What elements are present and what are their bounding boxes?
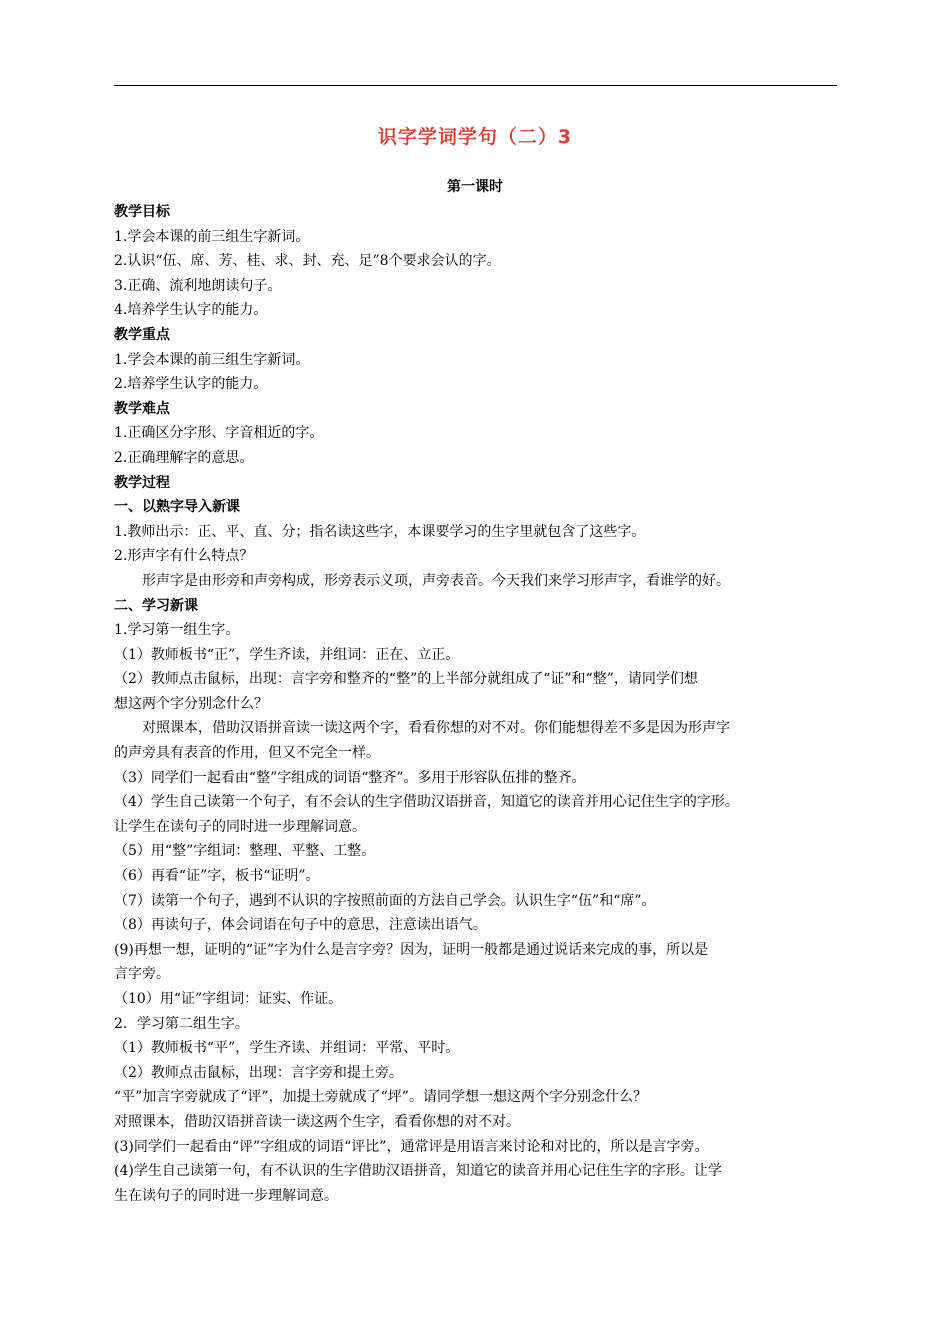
body-line: 对照课本，借助汉语拼音读一读这两个生字，看看你想的对不对。 [114,1113,520,1130]
header-rule [114,85,837,86]
body-line: 生在读句子的同时进一步理解词意。 [114,1187,338,1204]
body-line: （3）同学们一起看由“整”字组成的词语“整齐”。多用于形容队伍排的整齐。 [114,769,586,786]
body-line: 4.培养学生认字的能力。 [114,302,268,319]
document-title: 识字学词学句（二）3 [377,126,573,148]
section-heading: 教学过程 [114,474,170,491]
body-line: （5）用“整”字组词：整理、平整、工整。 [114,843,376,860]
section-heading: 教学难点 [114,400,170,417]
body-line: 1.正确区分字形、字音相近的字。 [114,425,324,442]
body-line: 1.教师出示：正、平、直、分；指名读这些字，本课要学习的生字里就包含了这些字。 [114,523,646,540]
body-line: 3.正确、流利地朗读句子。 [114,277,282,294]
body-line: （1）教师板书“平”，学生齐读、并组词：平常、平时。 [114,1040,460,1057]
body-line: 言字旁。 [114,966,170,983]
body-line: 让学生在读句子的同时进一步理解词意。 [114,818,366,835]
lesson-period-heading: 第一课时 [447,179,503,195]
body-line: 想这两个字分别念什么？ [114,695,268,712]
body-line: 的声旁具有表音的作用，但又不完全一样。 [114,745,380,762]
body-line: 2.认识“伍、席、芳、桂、求、封、充、足”8个要求会认的字。 [114,253,501,270]
body-line: 2.培养学生认字的能力。 [114,376,268,393]
body-line: 1.学会本课的前三组生字新词。 [114,228,310,245]
body-line: （10）用“证”字组词：证实、作证。 [114,991,343,1007]
body-line: (9)再想一想，证明的“证”字为什么是言字旁？因为，证明一般都是通过说话来完成的事，所以是 [114,941,709,958]
body-line: “平”加言字旁就成了“评”，加提土旁就成了“坪”。请同学想一想这两个字分别念什么？ [114,1089,647,1106]
body-line: (3)同学们一起看由“评”字组成的词语“评比”，通常评是用语言来讨论和对比的，所以是言字旁。 [114,1138,709,1155]
body-line: (4)学生自己读第一句，有不认识的生字借助汉语拼音，知道它的读音并用心记住生字的字形。让学 [114,1163,722,1180]
body-line: （1）教师板书“正”，学生齐读，并组词：正在、立正。 [114,646,460,663]
section-heading: 教学目标 [114,204,170,220]
body-line: 1.学习第一组生字。 [114,622,240,639]
body-line: （2）教师点击鼠标，出现：言字旁和提土旁。 [114,1064,403,1081]
body-line: （2）教师点击鼠标，出现：言字旁和整齐的“整”的上半部分就组成了“证”和“整”，请同学们想 [114,671,698,688]
body-line: 2.形声字有什么特点？ [114,548,254,565]
section-heading: 一、以熟字导入新课 [114,499,240,516]
body-line: 2．学习第二组生字。 [114,1015,249,1032]
body-line: 1.学会本课的前三组生字新词。 [114,351,310,368]
body-line: 对照课本，借助汉语拼音读一读这两个字，看看你想的对不对。你们能想得差不多是因为形声字 [142,720,730,737]
body-line: （4）学生自己读第一个句子，有不会认的生字借助汉语拼音，知道它的读音并用心记住生字的字形。 [114,794,739,811]
body-line: 形声字是由形旁和声旁构成，形旁表示义项，声旁表音。今天我们来学习形声字，看谁学的好。 [142,572,730,589]
section-heading: 教学重点 [114,326,170,343]
body-line: （8）再读句子，体会词语在句子中的意思，注意读出语气。 [114,917,487,934]
document-body [114,200,844,1208]
body-line: （7）读第一个句子，遇到不认识的字按照前面的方法自己学会。认识生字“伍”和“席”。 [114,892,656,909]
body-line: （6）再看“证”字，板书“证明”。 [114,868,320,885]
section-heading: 二、学习新课 [114,597,198,614]
body-line: 2.正确理解字的意思。 [114,449,254,466]
